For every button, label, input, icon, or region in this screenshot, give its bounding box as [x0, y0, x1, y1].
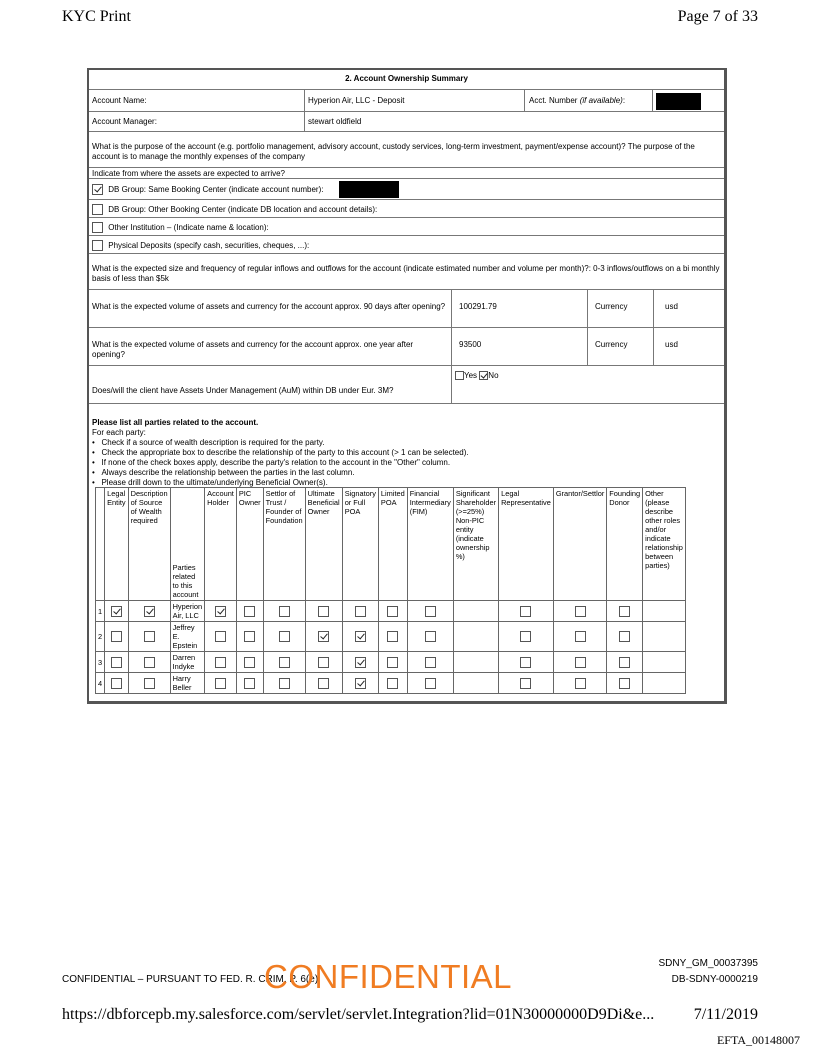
- table-row: [96, 622, 686, 652]
- empty-cell: [643, 652, 686, 673]
- legal-rep-checkbox[interactable]: [520, 678, 531, 689]
- settlor-checkbox[interactable]: [279, 606, 290, 617]
- volume-year-currency: usd: [665, 340, 678, 349]
- empty-cell: [643, 622, 686, 652]
- table-row: [96, 652, 686, 673]
- signatory-cell: [342, 601, 378, 622]
- volume-90-currency: usd: [665, 302, 678, 311]
- founding-donor-checkbox[interactable]: [619, 606, 630, 617]
- pic-owner-checkbox[interactable]: [244, 678, 255, 689]
- origin-option-2-label: DB Group: Other Booking Center (indicate DB location and account details):: [108, 204, 378, 214]
- legal-entity-checkbox[interactable]: [111, 606, 122, 617]
- pic-owner-checkbox[interactable]: [244, 606, 255, 617]
- limited-poa-checkbox[interactable]: [387, 631, 398, 642]
- origin-option-row-1: [89, 179, 724, 200]
- fim-checkbox[interactable]: [425, 606, 436, 617]
- confidential-stamp: CONFIDENTIAL: [264, 958, 513, 995]
- row-number: 3: [96, 652, 105, 673]
- fim-checkbox[interactable]: [425, 631, 436, 642]
- legal-rep-cell: [499, 673, 554, 694]
- founding-donor-checkbox[interactable]: [619, 631, 630, 642]
- fim-header: Financial Intermediary (FIM): [407, 488, 453, 601]
- settlor-cell: [263, 622, 305, 652]
- description-checkbox[interactable]: [144, 606, 155, 617]
- row-number: 4: [96, 673, 105, 694]
- aum-question: Does/will the client have Assets Under Management (AuM) within DB under Eur. 3M?: [92, 386, 394, 395]
- aum-answer: [455, 371, 499, 381]
- founding-donor-checkbox[interactable]: [619, 657, 630, 668]
- account-holder-cell: [205, 622, 237, 652]
- founding-donor-cell: [607, 622, 643, 652]
- instruction-2: • Check the appropriate box to describe the relationship of the party to this account (> 1 can be selected).: [92, 448, 469, 457]
- aum-yes-label: Yes: [464, 371, 478, 380]
- description-checkbox[interactable]: [144, 657, 155, 668]
- instruction-4: • Always describe the relationship between the parties in the last column.: [92, 468, 355, 477]
- origin-option-2: [92, 204, 377, 215]
- empty-cell: [453, 622, 498, 652]
- bates-number-1: SDNY_GM_00037395: [658, 958, 758, 969]
- limited-poa-cell: [378, 673, 407, 694]
- section-title: 2. Account Ownership Summary: [345, 74, 468, 83]
- signatory-cell: [342, 652, 378, 673]
- description-header: Description of Source of Wealth required: [128, 488, 170, 601]
- instruction-3: • If none of the check boxes apply, describe the party's relation to the account in the "Other" column.: [92, 458, 451, 467]
- founding-donor-checkbox[interactable]: [619, 678, 630, 689]
- legal-rep-checkbox[interactable]: [520, 657, 531, 668]
- redacted-account-number: [656, 93, 701, 110]
- grantor-checkbox[interactable]: [575, 606, 586, 617]
- grantor-checkbox[interactable]: [575, 631, 586, 642]
- account-holder-checkbox[interactable]: [215, 631, 226, 642]
- origin-option-4-label: Physical Deposits (specify cash, securities, cheques, ...):: [108, 240, 310, 250]
- flows-row: [89, 254, 724, 290]
- grantor-checkbox[interactable]: [575, 678, 586, 689]
- founding-donor-cell: [607, 601, 643, 622]
- settlor-checkbox[interactable]: [279, 631, 290, 642]
- description-cell: [128, 622, 170, 652]
- limited-poa-checkbox[interactable]: [387, 678, 398, 689]
- fim-checkbox[interactable]: [425, 678, 436, 689]
- volume-90-amount: 100291.79: [459, 302, 497, 311]
- origin-option-1: [92, 184, 323, 195]
- signatory-checkbox[interactable]: [355, 678, 366, 689]
- ubo-checkbox[interactable]: [318, 657, 329, 668]
- section-title-row: [89, 70, 724, 90]
- instruction-1: • Check if a source of wealth description is required for the party.: [92, 438, 325, 447]
- grantor-cell: [553, 673, 606, 694]
- row-number: 1: [96, 601, 105, 622]
- settlor-checkbox[interactable]: [279, 678, 290, 689]
- legal-entity-checkbox[interactable]: [111, 631, 122, 642]
- table-row: [96, 601, 686, 622]
- confidential-notice: CONFIDENTIAL – PURSUANT TO FED. R. CRIM. P. 6(e): [62, 974, 319, 985]
- settlor-cell: [263, 652, 305, 673]
- ubo-checkbox[interactable]: [318, 606, 329, 617]
- settlor-cell: [263, 601, 305, 622]
- account-manager-value: stewart oldfield: [308, 117, 362, 126]
- fim-cell: [407, 622, 453, 652]
- empty-cell: [643, 673, 686, 694]
- pic-owner-cell: [236, 601, 263, 622]
- description-cell: [128, 673, 170, 694]
- table-header-row: [96, 488, 686, 601]
- description-checkbox[interactable]: [144, 631, 155, 642]
- party-name: Jeffrey E. Epstein: [170, 622, 205, 652]
- empty-cell: [453, 673, 498, 694]
- volume-year-amount: 93500: [459, 340, 482, 349]
- parties-section: [89, 404, 724, 704]
- grantor-header: Grantor/Settlor: [553, 488, 606, 601]
- aum-row: [89, 366, 724, 404]
- description-checkbox[interactable]: [144, 678, 155, 689]
- party-rows: [96, 601, 686, 694]
- account-holder-checkbox[interactable]: [215, 657, 226, 668]
- account-holder-cell: [205, 673, 237, 694]
- pic-owner-header: PIC Owner: [236, 488, 263, 601]
- legal-entity-header: Legal Entity: [105, 488, 128, 601]
- settlor-checkbox[interactable]: [279, 657, 290, 668]
- fim-cell: [407, 601, 453, 622]
- legal-entity-checkbox[interactable]: [111, 657, 122, 668]
- empty-cell: [453, 652, 498, 673]
- origin-option-row-3: [89, 218, 724, 236]
- aum-yes-checkbox[interactable]: [455, 371, 464, 380]
- account-manager-label: Account Manager:: [92, 117, 157, 126]
- ubo-cell: [305, 652, 342, 673]
- legal-entity-cell: [105, 673, 128, 694]
- volume-90-question: What is the expected volume of assets and currency for the account approx. 90 days after opening?: [92, 302, 446, 311]
- founding-donor-cell: [607, 652, 643, 673]
- description-cell: [128, 601, 170, 622]
- legal-entity-cell: [105, 601, 128, 622]
- signatory-checkbox[interactable]: [355, 631, 366, 642]
- account-number-label: Acct. Number (if available):: [529, 96, 626, 105]
- origin-option-2-checkbox[interactable]: [92, 204, 103, 215]
- assets-origin-question-row: [89, 168, 724, 179]
- source-url: https://dbforcepb.my.salesforce.com/servlet/servlet.Integration?lid=01N30000000D9Di&e...: [62, 1006, 655, 1023]
- fim-cell: [407, 652, 453, 673]
- account-manager-row: [89, 112, 724, 132]
- ubo-cell: [305, 673, 342, 694]
- ubo-cell: [305, 622, 342, 652]
- legal-rep-cell: [499, 652, 554, 673]
- legal-entity-cell: [105, 652, 128, 673]
- parties-instructions: [92, 438, 712, 488]
- parties-lead: For each party:: [92, 428, 146, 437]
- print-date: 7/11/2019: [693, 1006, 758, 1023]
- account-name-row: [89, 90, 724, 112]
- efta-number: EFTA_00148007: [716, 1033, 800, 1047]
- volume-90-row: [89, 290, 724, 328]
- origin-option-4-checkbox[interactable]: [92, 240, 103, 251]
- num-header: [96, 488, 105, 601]
- volume-90-currency-label: Currency: [595, 302, 628, 311]
- signatory-cell: [342, 622, 378, 652]
- legal-entity-checkbox[interactable]: [111, 678, 122, 689]
- party-name: Harry Beller: [170, 673, 205, 694]
- origin-option-4: [92, 240, 309, 251]
- ubo-checkbox[interactable]: [318, 631, 329, 642]
- pic-owner-cell: [236, 673, 263, 694]
- ubo-header: Ultimate Beneficial Owner: [305, 488, 342, 601]
- limited-poa-checkbox[interactable]: [387, 606, 398, 617]
- account-name-value: Hyperion Air, LLC - Deposit: [308, 96, 405, 105]
- purpose-row: [89, 132, 724, 168]
- party-name: Darren Indyke: [170, 652, 205, 673]
- flows-text: What is the expected size and frequency of regular inflows and outflows for the account (indicate estimated number and volume per month)?: 0-3 inflows/outflows on a bi monthly basis of less than $5k: [92, 264, 720, 283]
- origin-option-3-label: Other Institution – (Indicate name & location):: [108, 222, 269, 232]
- origin-option-1-label: DB Group: Same Booking Center (indicate account number):: [108, 184, 324, 194]
- redacted-origin-account: [339, 181, 399, 198]
- legal-rep-checkbox[interactable]: [520, 631, 531, 642]
- account-holder-checkbox[interactable]: [215, 678, 226, 689]
- legal-rep-cell: [499, 622, 554, 652]
- row-number: 2: [96, 622, 105, 652]
- empty-cell: [453, 601, 498, 622]
- origin-option-1-checkbox[interactable]: [92, 184, 103, 195]
- founding-donor-header: Founding Donor: [607, 488, 643, 601]
- account-holder-header: Account Holder: [205, 488, 237, 601]
- signatory-checkbox[interactable]: [355, 606, 366, 617]
- assets-origin-question: Indicate from where the assets are expected to arrive?: [92, 169, 285, 178]
- limited-poa-checkbox[interactable]: [387, 657, 398, 668]
- settlor-header: Settlor of Trust / Founder of Foundation: [263, 488, 305, 601]
- purpose-text: What is the purpose of the account (e.g. portfolio management, advisory account, custody services, long-term investment, payment/expense account)? The purpose of the account is to manage the monthly expenses of the company: [92, 142, 695, 161]
- origin-option-3-checkbox[interactable]: [92, 222, 103, 233]
- party-name: Hyperion Air, LLC: [170, 601, 205, 622]
- legal-rep-cell: [499, 601, 554, 622]
- pic-owner-cell: [236, 652, 263, 673]
- account-holder-checkbox[interactable]: [215, 606, 226, 617]
- parties-table: [95, 487, 686, 694]
- signatory-header: Signatory or Full POA: [342, 488, 378, 601]
- empty-cell: [643, 601, 686, 622]
- grantor-cell: [553, 622, 606, 652]
- aum-no-checkbox[interactable]: [479, 371, 488, 380]
- account-name-label: Account Name:: [92, 96, 147, 105]
- limited-poa-header: Limited POA: [378, 488, 407, 601]
- origin-option-row-4: [89, 236, 724, 254]
- grantor-cell: [553, 601, 606, 622]
- founding-donor-cell: [607, 673, 643, 694]
- account-holder-cell: [205, 601, 237, 622]
- account-holder-cell: [205, 652, 237, 673]
- pic-owner-checkbox[interactable]: [244, 631, 255, 642]
- instruction-5: • Please drill down to the ultimate/underlying Beneficial Owner(s).: [92, 478, 328, 487]
- table-row: [96, 673, 686, 694]
- volume-year-question: What is the expected volume of assets and currency for the account approx. one year after opening?: [92, 340, 414, 359]
- grantor-checkbox[interactable]: [575, 657, 586, 668]
- parties-title: Please list all parties related to the account.: [92, 418, 259, 427]
- account-ownership-form: [87, 68, 727, 704]
- page-number: Page 7 of 33: [677, 8, 758, 25]
- limited-poa-cell: [378, 652, 407, 673]
- grantor-cell: [553, 652, 606, 673]
- signatory-checkbox[interactable]: [355, 657, 366, 668]
- fim-cell: [407, 673, 453, 694]
- origin-option-3: [92, 222, 269, 233]
- limited-poa-cell: [378, 622, 407, 652]
- legal-rep-checkbox[interactable]: [520, 606, 531, 617]
- legal-entity-cell: [105, 622, 128, 652]
- ubo-checkbox[interactable]: [318, 678, 329, 689]
- pic-owner-checkbox[interactable]: [244, 657, 255, 668]
- legal-rep-header: Legal Representative: [499, 488, 554, 601]
- limited-poa-cell: [378, 601, 407, 622]
- bates-number-2: DB-SDNY-0000219: [671, 974, 758, 985]
- print-header-title: KYC Print: [62, 8, 131, 25]
- pic-owner-cell: [236, 622, 263, 652]
- settlor-cell: [263, 673, 305, 694]
- aum-no-label: No: [488, 371, 499, 380]
- fim-checkbox[interactable]: [425, 657, 436, 668]
- ubo-cell: [305, 601, 342, 622]
- parties-header: Parties related to this account: [170, 488, 205, 601]
- other-header: Other (please describe other roles and/or indicate relationship between parties): [643, 488, 686, 601]
- origin-option-row-2: [89, 200, 724, 218]
- volume-year-row: [89, 328, 724, 366]
- volume-year-currency-label: Currency: [595, 340, 628, 349]
- shareholder-header: Significant Shareholder (>=25%) Non-PIC entity (indicate ownership %): [453, 488, 498, 601]
- signatory-cell: [342, 673, 378, 694]
- description-cell: [128, 652, 170, 673]
